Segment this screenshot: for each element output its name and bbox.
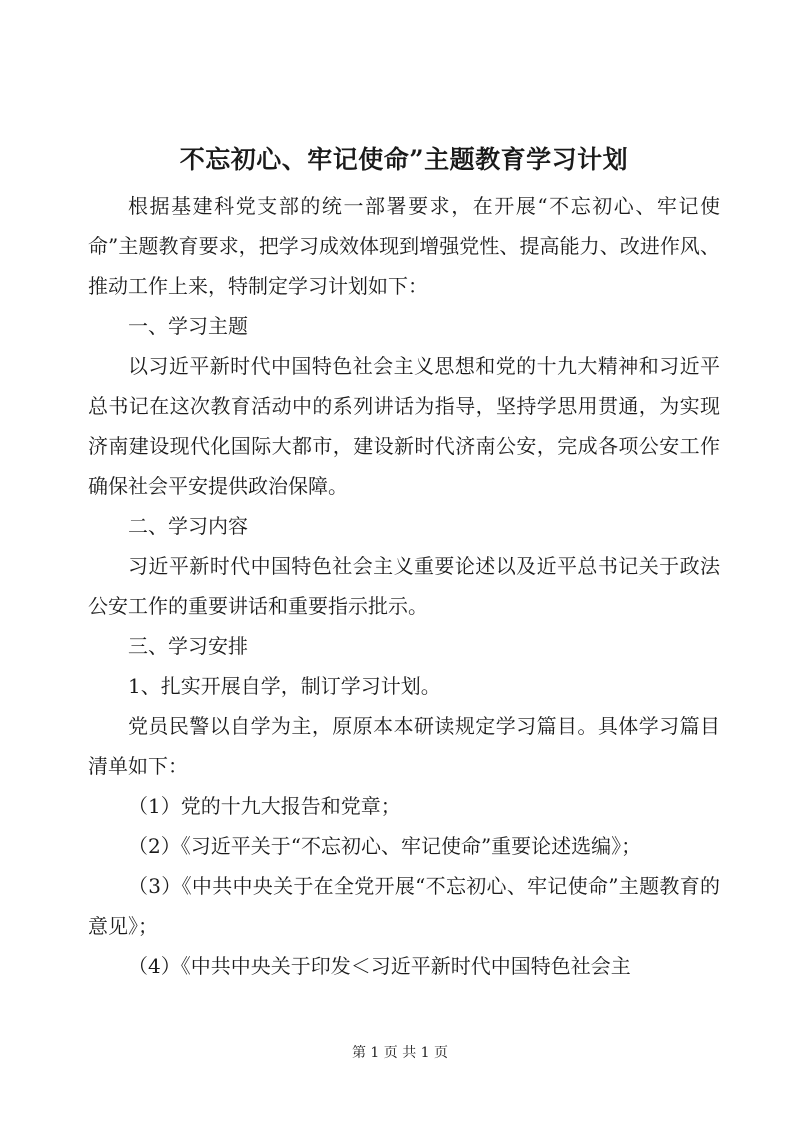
reading-list-item-3: （3）《中共中央关于在全党开展“不忘初心、牢记使命”主题教育的意见》；: [88, 874, 720, 938]
reading-list-item-4: （4）《中共中央关于印发＜习近平新时代中国特色社会主: [128, 954, 631, 978]
reading-list-item-1: （1）党的十九大报告和党章；: [128, 794, 401, 818]
content-paragraph: 习近平新时代中国特色社会主义重要论述以及近平总书记关于政法公安工作的重要讲话和重要指示批示。: [88, 554, 720, 618]
theme-paragraph: 以习近平新时代中国特色社会主义思想和党的十九大精神和习近平总书记在这次教育活动中的系列讲话为指导，坚持学思用贯通，为实现济南建设现代化国际大都市，建设新时代济南公安，完成各项公安工作确保社会平安提供政治保障。: [88, 354, 720, 498]
section-heading-arrangement: 三、学习安排: [128, 634, 248, 658]
section-heading-theme: 一、学习主题: [128, 314, 248, 338]
intro-paragraph: 根据基建科党支部的统一部署要求，在开展“不忘初心、牢记使命”主题教育要求，把学习成效体现到增强党性、提高能力、改进作风、推动工作上来，特制定学习计划如下：: [88, 194, 720, 298]
section-heading-content: 二、学习内容: [128, 514, 248, 538]
document-page: [88, 140, 720, 986]
reading-list-item-2: （2）《习近平关于“不忘初心、牢记使命”重要论述选编》；: [128, 834, 642, 858]
self-study-paragraph: 党员民警以自学为主，原原本本研读规定学习篇目。具体学习篇目清单如下：: [88, 714, 720, 778]
page-footer: 第 1 页 共 1 页: [351, 1045, 449, 1061]
document-title: 不忘初心、牢记使命”主题教育学习计划: [179, 145, 629, 174]
arrangement-item-1: 1、扎实开展自学，制订学习计划。: [128, 674, 441, 698]
